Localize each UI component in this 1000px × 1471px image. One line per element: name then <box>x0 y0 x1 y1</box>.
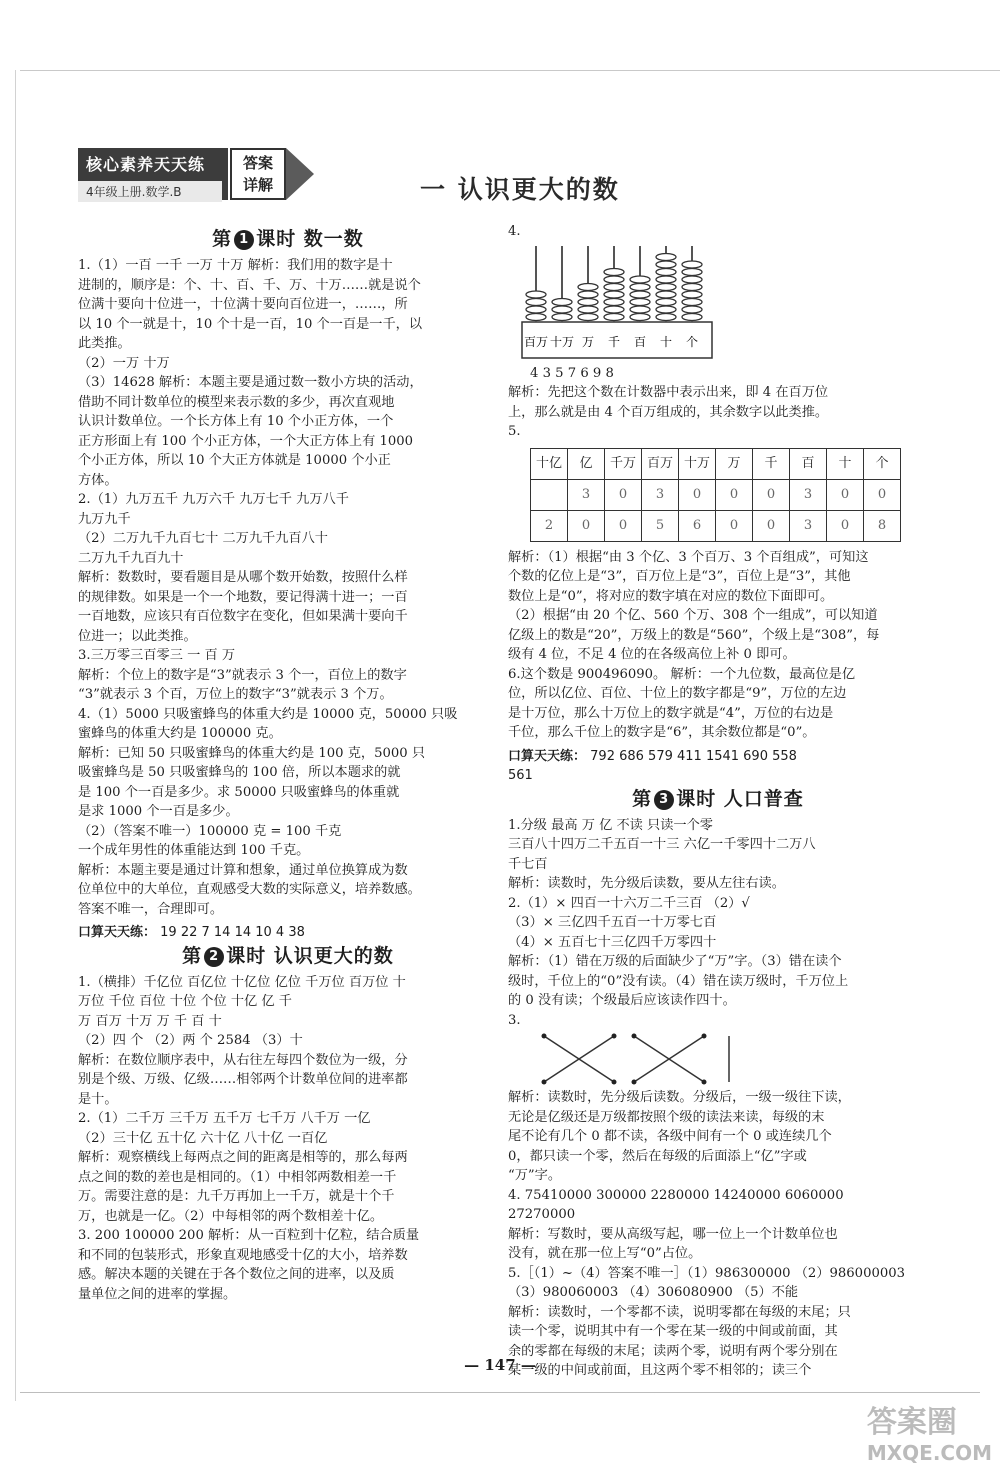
lesson-title: 课时 数一数 <box>256 228 364 250</box>
abacus-bead <box>682 306 702 313</box>
abacus-place-label: 千 <box>607 334 621 349</box>
watermark-text: 答案圈 <box>866 1405 957 1440</box>
answer-line: 解析：观察横线上每两点之间的距离是相等的，那么每两 <box>78 1150 408 1165</box>
left-column <box>78 226 498 1304</box>
place-value-header-cell: 百 <box>790 448 827 479</box>
abacus-bead <box>578 306 598 313</box>
abacus-bead <box>656 298 676 305</box>
abacus-bead <box>656 291 676 298</box>
answer-line: 解析：个位上的数字是“3”就表示 3 个一，百位上的数字 <box>78 667 407 683</box>
match-dot <box>632 1080 637 1085</box>
lesson-2-heading <box>78 944 498 967</box>
match-dot <box>612 1034 617 1039</box>
answer-line: 千七百 <box>508 856 548 872</box>
answer-line: 2.（1）九万五千 九万六千 九万七千 九万八千 <box>78 492 349 507</box>
answer-line: 二万九千九百九十 <box>78 550 184 566</box>
abacus-place-label: 百万 <box>523 334 549 349</box>
abacus-bead <box>682 261 702 268</box>
match-dot <box>702 1034 707 1039</box>
lesson-prefix: 第 <box>182 944 203 967</box>
abacus-bead <box>682 283 702 290</box>
watermark <box>867 1397 992 1465</box>
answer-line: 个小正方体，所以 10 个大正方体就是 10000 个小正 <box>78 453 391 468</box>
q5-q6-answers <box>508 548 928 743</box>
left-rule <box>15 70 16 1401</box>
abacus-place-label: 个 <box>685 334 699 349</box>
lesson-title: 课时 认识更大的数 <box>226 944 394 967</box>
answer-line: 1.（横排）千亿位 百亿位 十亿位 亿位 千万位 百万位 十 <box>78 974 406 990</box>
place-value-header-cell: 千 <box>753 448 790 479</box>
answer-line: 方体。 <box>78 472 118 488</box>
abacus-bead <box>604 313 624 320</box>
lesson-3-answers <box>508 816 928 1011</box>
daily-values: 19 22 7 14 14 10 4 38 <box>160 925 305 940</box>
answer-line: 2.（1）× 四百一十六万二千三百 （2）√ <box>508 895 750 911</box>
abacus-bead <box>656 283 676 290</box>
abacus-bead <box>552 306 572 313</box>
answer-line: 吸蜜蜂鸟是 50 只吸蜜蜂鸟的 100 倍，所以本题求的就 <box>78 765 401 780</box>
abacus-bead <box>526 298 546 305</box>
answer-line: 一个成年男性的体重能达到 100 千克。 <box>78 843 310 858</box>
answer-line: 量单位之间的进率的掌握。 <box>78 1286 237 1302</box>
abacus-bead <box>656 253 676 260</box>
answer-line: 位进一；以此类推。 <box>78 628 197 644</box>
answer-badge <box>230 148 286 200</box>
place-value-table <box>530 448 901 542</box>
lesson-prefix: 第 <box>632 787 653 810</box>
place-value-cell: 3 <box>790 479 827 510</box>
abacus-bead <box>604 291 624 298</box>
abacus-bead <box>552 313 572 320</box>
lesson-1-answers <box>78 256 498 919</box>
place-value-cell: 0 <box>827 510 864 541</box>
place-value-header-cell: 个 <box>864 448 901 479</box>
watermark-site: MXQE.COM <box>866 1441 992 1465</box>
answer-line: 位满十要向十位进一，十位满十要向百位进一，……，所 <box>78 297 408 312</box>
answer-line: 某一级的中间或前面，且这两个零不相邻的；读三个 <box>508 1363 812 1378</box>
place-value-cell: 0 <box>753 510 790 541</box>
answer-line: （4）× 五百七十三亿四千万零四十 <box>508 934 717 950</box>
lesson-2-answers <box>78 973 498 1305</box>
answer-line: 解析：数数时，要看题目是从哪个数开始数，按照什么样 <box>78 570 408 585</box>
lesson-prefix: 第 <box>212 228 233 250</box>
place-value-cell: 6 <box>679 510 716 541</box>
lesson-number-badge: 1 <box>234 230 254 250</box>
answer-line: 尾不论有几个 0 都不读，各级中间有一个 0 或连续几个 <box>508 1129 832 1144</box>
place-value-cell: 0 <box>568 510 605 541</box>
badge-line1: 答案 <box>242 154 273 172</box>
answer-line: 3. 200 100000 200 解析：从一百粒到十亿粒，结合质量 <box>78 1228 420 1243</box>
place-value-cell: 0 <box>605 510 642 541</box>
answer-line: 借助不同计数单位的模型来表示数的多少，再次直观地 <box>78 394 395 410</box>
place-value-header-cell: 亿 <box>568 448 605 479</box>
banner-arrow-icon <box>286 148 314 200</box>
answer-line: 蜜蜂鸟的体重大约是 100000 克。 <box>78 726 282 741</box>
abacus-bead <box>604 306 624 313</box>
answer-line: 以 10 个一就是十，10 个十是一百，10 个一百是一千，以 <box>78 316 423 332</box>
abacus-bead <box>526 291 546 298</box>
abacus-bead <box>656 261 676 268</box>
top-rule <box>20 70 1000 71</box>
abacus-bead <box>578 291 598 298</box>
abacus-bead <box>656 306 676 313</box>
abacus-place-label: 百 <box>633 334 647 349</box>
answer-line: 万，也就是一亿。（2）中每相邻的两个数相差十亿。 <box>78 1208 384 1224</box>
answer-line: 读一个零，说明其中有一个零在某一级的中间或前面，其 <box>508 1324 838 1339</box>
answer-line: 5.［（1）~（4）答案不唯一］（1）986300000 （2）986000003 <box>508 1265 906 1281</box>
answer-line: 上，那么就是由 4 个百万组成的，其余数字以此类推。 <box>508 404 829 420</box>
answer-line: 答案不唯一，合理即可。 <box>78 901 224 917</box>
question-3-label: 3. <box>508 1012 521 1028</box>
bottom-rule <box>20 1392 980 1393</box>
place-value-cell <box>531 479 568 510</box>
lesson-title: 课时 人口普查 <box>676 787 804 810</box>
answer-line: 3.三万零三百零三 一 百 万 <box>78 648 236 663</box>
abacus-digits: 4 3 5 7 6 9 8 <box>530 365 614 381</box>
lesson-number-badge: 2 <box>204 947 224 967</box>
lesson-3-heading <box>508 787 928 810</box>
place-value-header-row <box>531 448 901 479</box>
abacus-bead <box>682 276 702 283</box>
abacus-bead <box>682 313 702 320</box>
answer-line: （3）980060003 （4）306080900 （5）不能 <box>508 1285 799 1300</box>
answer-line: （3）14628 解析：本题主要是通过数一数小方块的活动， <box>78 375 423 390</box>
abacus-bead <box>578 298 598 305</box>
answer-line: 1.（1）一百 一千 一万 十万 解析：我们用的数字是十 <box>78 258 393 273</box>
abacus-bead <box>682 298 702 305</box>
answer-line: 此类推。 <box>78 336 131 351</box>
answer-line: 亿级上的数是“20”，万级上的数是“560”，个级上是“308”，每 <box>508 627 880 643</box>
lesson-1-heading <box>78 230 498 250</box>
daily-values-cont: 561 <box>508 768 533 783</box>
answer-line: 解析：在数位顺序表中，从右往左每四个数位为一级，分 <box>78 1052 408 1068</box>
place-value-row-1 <box>531 479 901 510</box>
answer-line: 解析：读数时，先分级后读数，要从左往右读。 <box>508 876 785 891</box>
abacus-place-label: 十万 <box>549 334 575 349</box>
answer-line: 解析：已知 50 只吸蜜蜂鸟的体重大约是 100 克，5000 只 <box>78 745 426 761</box>
place-value-header-cell: 十亿 <box>531 448 568 479</box>
abacus-diagram <box>518 242 928 364</box>
match-dot <box>542 1034 547 1039</box>
matching-lines-svg <box>534 1030 774 1088</box>
answer-line: 的 0 没有读；个级最后应该读作四十。 <box>508 993 736 1008</box>
answer-line: （2）（答案不唯一）100000 克 = 100 千克 <box>78 823 342 839</box>
answer-line: 解析：读数时，先分级后读数。分级后，一级一级往下读， <box>508 1090 851 1105</box>
abacus-bead <box>682 291 702 298</box>
place-value-header-cell: 十 <box>827 448 864 479</box>
lesson-number-badge: 3 <box>654 790 674 810</box>
answer-line: 是 100 个一百是多少。求 50000 只吸蜜蜂鸟的体重就 <box>78 784 400 800</box>
place-value-cell: 0 <box>864 479 901 510</box>
series-title: 核心素养天天练 <box>86 155 206 174</box>
abacus-bead <box>604 298 624 305</box>
answer-line: （2）二万九千九百七十 二万九千九百八十 <box>78 531 328 546</box>
answer-line: 数位上是“0”，将对应的数字填在对应的数位下面即可。 <box>508 588 834 604</box>
abacus-bead <box>682 268 702 275</box>
answer-line: “3”就表示 3 个百，万位上的数字“3”就表示 3 个万。 <box>78 687 393 702</box>
answer-line: 解析：本题主要是通过计算和想象，通过单位换算成为数 <box>78 862 408 878</box>
abacus-bead <box>656 313 676 320</box>
abacus-bead <box>656 276 676 283</box>
place-value-cell: 8 <box>864 510 901 541</box>
chapter-title: 一 认识更大的数 <box>420 175 620 204</box>
answer-line: 4. 75410000 300000 2280000 14240000 6060000 <box>508 1187 844 1203</box>
answer-line: 2.（1）二千万 三千万 五千万 七千万 八千万 一亿 <box>78 1111 371 1126</box>
place-value-cell: 3 <box>568 479 605 510</box>
answer-line: 别是个级、万级、亿级……相邻两个计数单位间的进率都 <box>78 1072 408 1087</box>
abacus-svg <box>518 242 918 364</box>
abacus-bead <box>630 291 650 298</box>
place-value-row-2 <box>531 510 901 541</box>
lesson-3-answers-cont <box>508 1088 928 1381</box>
daily-practice-2 <box>508 747 928 786</box>
place-value-cell: 2 <box>531 510 568 541</box>
place-value-cell: 0 <box>679 479 716 510</box>
abacus-place-label: 十 <box>659 334 673 349</box>
place-value-cell: 5 <box>642 510 679 541</box>
answer-line: 解析：（1）错在万级的后面缺少了“万”字。（3）错在读个 <box>508 954 842 969</box>
abacus-bead <box>526 313 546 320</box>
place-value-cell: 0 <box>753 479 790 510</box>
abacus-bead <box>630 283 650 290</box>
answer-line: 万 百万 十万 万 千 百 十 <box>78 1013 222 1029</box>
answer-line: 级有 4 位，不足 4 位的在各级高位上补 0 即可。 <box>508 647 796 662</box>
answer-line: （2）根据“由 20 个亿、560 个万、308 个一组成”，可以知道 <box>508 608 878 623</box>
answer-line: 正方形面上有 100 个小正方体，一个大正方体上有 1000 <box>78 433 414 449</box>
banner-title-block <box>78 148 228 200</box>
daily-values: 792 686 579 411 1541 690 558 <box>590 748 797 764</box>
match-dot <box>612 1080 617 1085</box>
answer-line: “万”字。 <box>508 1168 562 1183</box>
answer-line: 个数的亿位上是“3”，百万位上是“3”，百位上是“3”，其他 <box>508 569 851 584</box>
answer-line: 0，都只读一个零，然后在每级的后面添上“亿”字或 <box>508 1148 807 1164</box>
page-number: — 147 — <box>464 1356 536 1374</box>
abacus-bead <box>604 276 624 283</box>
place-value-cell: 0 <box>716 479 753 510</box>
answer-line: 解析：写数时，要从高级写起，哪一位上一个计数单位也 <box>508 1226 838 1242</box>
answer-line: 是求 1000 个一百是多少。 <box>78 804 239 819</box>
badge-line2: 详解 <box>242 176 273 194</box>
answer-line: （2）一万 十万 <box>78 355 170 371</box>
answer-line: 解析：（1）根据“由 3 个亿、3 个百万、3 个百组成”，可知这 <box>508 549 869 565</box>
answer-line: 一百地数，应该只有百位数字在变化，但如果满十要向千 <box>78 609 408 624</box>
answer-line: 是十万位，那么十万位上的数字就是“4”，万位的右边是 <box>508 705 834 721</box>
match-dot <box>632 1034 637 1039</box>
abacus-bead <box>630 313 650 320</box>
daily-label: 口算天天练： <box>78 925 157 940</box>
series-banner <box>78 148 316 200</box>
match-dot <box>702 1080 707 1085</box>
answer-line: 九万九千 <box>78 511 131 527</box>
answer-line: 4.（1）5000 只吸蜜蜂鸟的体重大约是 10000 克，50000 只吸 <box>78 706 458 722</box>
place-value-cell: 0 <box>605 479 642 510</box>
match-dot <box>542 1080 547 1085</box>
abacus-bead <box>526 306 546 313</box>
right-column <box>508 222 928 1381</box>
answer-line: （3）× 三亿四千五百一十万零七百 <box>508 915 717 930</box>
answer-line: 和不同的包装形式，形象直观地感受十亿的大小，培养数 <box>78 1247 408 1263</box>
question-4-label: 4. <box>508 224 521 239</box>
answer-line: 三百八十四万二千五百一十三 六亿一千零四十二万八 <box>508 837 816 852</box>
abacus-bead <box>630 298 650 305</box>
answer-line: 1.分级 最高 万 亿 不读 只读一个零 <box>508 817 713 833</box>
answer-line: 解析：读数时，一个零都不读，说明零都在每级的末尾；只 <box>508 1304 851 1320</box>
answer-line: 级时，千位上的“0”没有读。（4）错在读万级时，千万位上 <box>508 973 849 989</box>
answer-line: 感。解决本题的关键在于各个数位之间的进率，以及质 <box>78 1267 395 1282</box>
abacus-bead <box>656 268 676 275</box>
answer-line: 万。需要注意的是：九千万再加上一千万，就是十个千 <box>78 1189 395 1204</box>
abacus-bead <box>552 298 572 305</box>
answer-line: 点之间的数的差也是相同的。（1）中相邻两数相差一千 <box>78 1169 397 1185</box>
place-value-cell: 0 <box>716 510 753 541</box>
question-5-label: 5. <box>508 424 521 439</box>
abacus-bead <box>630 276 650 283</box>
abacus-place-label: 万 <box>581 334 595 349</box>
answer-line: 位，所以亿位、百位、十位上的数字都是“9”，万位的左边 <box>508 686 847 701</box>
place-value-header-cell: 十万 <box>679 448 716 479</box>
answer-line: 余的零都在每级的末尾；读两个零，说明有两个零分别在 <box>508 1343 838 1359</box>
answer-line: 进制的，顺序是：个、十、百、千、万、十万……就是说个 <box>78 277 421 293</box>
abacus-bead <box>604 283 624 290</box>
grade-line: 4年级上册.数学.B <box>78 181 222 202</box>
answer-line: 是十。 <box>78 1091 118 1107</box>
place-value-header-cell: 万 <box>716 448 753 479</box>
abacus-bead <box>578 283 598 290</box>
daily-practice-1 <box>78 923 498 943</box>
abacus-bead <box>604 268 624 275</box>
answer-line: 认识计数单位。一个长方体上有 10 个小正方体，一个 <box>78 414 394 429</box>
place-value-cell: 3 <box>642 479 679 510</box>
abacus-bead <box>630 306 650 313</box>
answer-line: 的规律数。如果是一个一个地数，要记得满十进一；一百 <box>78 589 408 605</box>
matching-diagram <box>534 1030 928 1088</box>
place-value-cell: 3 <box>790 510 827 541</box>
abacus-bead <box>578 313 598 320</box>
q4-explanation <box>508 383 928 422</box>
answer-line: 27270000 <box>508 1207 576 1222</box>
answer-line: 无论是亿级还是万级都按照个级的读法来读，每级的末 <box>508 1109 825 1125</box>
answer-line: （2）四 个 （2）两 个 2584 （3）十 <box>78 1033 303 1048</box>
place-value-cell: 0 <box>827 479 864 510</box>
daily-label: 口算天天练： <box>508 748 587 764</box>
answer-line: 位单位中的大单位，直观感受大数的实际意义，培养数感。 <box>78 882 421 897</box>
answer-line: 千位，那么千位上的数字是“6”，其余数位都是“0”。 <box>508 725 816 740</box>
place-value-header-cell: 百万 <box>642 448 679 479</box>
answer-line: 6.这个数是 900496090。 解析：一个九位数，最高位是亿 <box>508 666 856 682</box>
answer-line: 解析：先把这个数在计数器中表示出来，即 4 在百万位 <box>508 385 829 400</box>
answer-line: 万位 千位 百位 十位 个位 十亿 亿 千 <box>78 994 292 1009</box>
answer-line: （2）三十亿 五十亿 六十亿 八十亿 一百亿 <box>78 1130 328 1146</box>
place-value-header-cell: 千万 <box>605 448 642 479</box>
answer-line: 没有，就在那一位上写“0”占位。 <box>508 1246 702 1261</box>
